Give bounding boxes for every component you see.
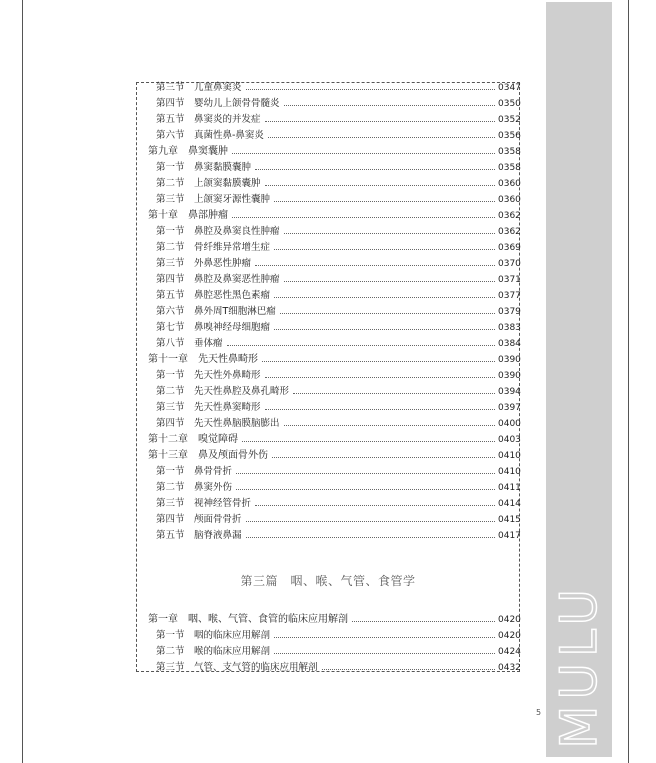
- toc-entry-title: 第三节 气管、支气管的临床应用解剖: [156, 662, 318, 673]
- toc-entry-title: 第四节 先天性鼻脑膜脑膨出: [156, 418, 280, 429]
- toc-entry-title: 第六节 鼻外周T细胞淋巴瘤: [156, 306, 276, 317]
- toc-entry-page: 0352: [498, 115, 521, 125]
- toc-entry-title: 第九章 鼻窦囊肿: [148, 146, 228, 157]
- toc-chapter-entry[interactable]: [148, 352, 520, 368]
- toc-entry-title: 第三节 儿童鼻窦炎: [156, 82, 242, 93]
- toc-dot-leader: [255, 504, 495, 506]
- side-decorative-band: [546, 2, 612, 757]
- toc-section-entry[interactable]: [148, 224, 520, 240]
- toc-entry-page: 0403: [498, 435, 521, 445]
- left-margin-rule: [22, 0, 23, 763]
- toc-dot-leader: [268, 136, 495, 138]
- side-band-lettering: MULU: [550, 583, 608, 749]
- toc-dot-leader: [272, 456, 495, 458]
- toc-dot-leader: [274, 328, 495, 330]
- toc-entry-page: 0356: [498, 131, 521, 141]
- toc-section-entry[interactable]: [148, 368, 520, 384]
- toc-entry-page: 0358: [498, 163, 521, 173]
- toc-list-part-3: [148, 612, 520, 676]
- toc-chapter-entry[interactable]: [148, 432, 520, 448]
- toc-dot-leader: [274, 652, 495, 654]
- toc-section-entry[interactable]: [148, 644, 520, 660]
- toc-dot-leader: [274, 296, 495, 298]
- toc-entry-title: 第二节 先天性鼻腔及鼻孔畸形: [156, 386, 290, 397]
- toc-section-entry[interactable]: [148, 288, 520, 304]
- toc-entry-page: 0397: [498, 403, 521, 413]
- toc-entry-page: 0362: [498, 227, 521, 237]
- toc-section-entry[interactable]: [148, 112, 520, 128]
- toc-section-entry[interactable]: [148, 160, 520, 176]
- toc-entry-title: 第三节 上颌窦牙源性囊肿: [156, 194, 271, 205]
- toc-section-entry[interactable]: [148, 96, 520, 112]
- toc-dot-leader: [236, 488, 495, 490]
- toc-dot-leader: [265, 120, 495, 122]
- toc-dot-leader: [246, 536, 495, 538]
- toc-entry-page: 0410: [498, 467, 521, 477]
- toc-entry-title: 第三节 外鼻恶性肿瘤: [156, 258, 252, 269]
- toc-section-entry[interactable]: [148, 80, 520, 96]
- page-number: 5: [536, 708, 542, 717]
- toc-dot-leader: [262, 360, 495, 362]
- toc-entry-page: 0420: [498, 615, 521, 625]
- toc-dot-leader: [246, 88, 495, 90]
- toc-dot-leader: [255, 168, 495, 170]
- toc-section-entry[interactable]: [148, 512, 520, 528]
- toc-dot-leader: [265, 184, 495, 186]
- toc-entry-title: 第二节 上颌窦黏膜囊肿: [156, 178, 261, 189]
- toc-entry-title: 第六节 真菌性鼻-鼻窦炎: [156, 130, 264, 141]
- toc-section-entry[interactable]: [148, 480, 520, 496]
- toc-entry-title: 第一节 鼻窦黏膜囊肿: [156, 162, 252, 173]
- toc-entry-page: 0360: [498, 179, 521, 189]
- toc-entry-page: 0347: [498, 83, 521, 93]
- toc-dot-leader: [265, 408, 495, 410]
- toc-entry-page: 0390: [498, 371, 521, 381]
- toc-section-entry[interactable]: [148, 528, 520, 544]
- toc-dot-leader: [232, 152, 495, 154]
- toc-dot-leader: [274, 200, 495, 202]
- toc-section-entry[interactable]: [148, 416, 520, 432]
- toc-section-entry[interactable]: [148, 176, 520, 192]
- toc-dot-leader: [322, 668, 495, 670]
- toc-entry-title: 第一章 咽、喉、气管、食管的临床应用解剖: [148, 614, 348, 625]
- toc-entry-title: 第四节 颅面骨骨折: [156, 514, 242, 525]
- toc-entry-title: 第八节 垂体瘤: [156, 338, 223, 349]
- toc-chapter-entry[interactable]: [148, 144, 520, 160]
- toc-dot-leader: [293, 392, 495, 394]
- toc-section-entry[interactable]: [148, 660, 520, 676]
- right-margin-rule: [628, 0, 629, 763]
- toc-section-entry[interactable]: [148, 240, 520, 256]
- toc-entry-page: 0362: [498, 211, 521, 221]
- toc-entry-page: 0414: [498, 499, 521, 509]
- toc-dot-leader: [255, 264, 495, 266]
- toc-section-entry[interactable]: [148, 384, 520, 400]
- toc-dot-leader: [236, 472, 495, 474]
- toc-section-entry[interactable]: [148, 336, 520, 352]
- toc-section-entry[interactable]: [148, 304, 520, 320]
- toc-entry-title: 第五节 鼻窦炎的并发症: [156, 114, 261, 125]
- toc-section-entry[interactable]: [148, 256, 520, 272]
- toc-entry-page: 0400: [498, 419, 521, 429]
- toc-entry-page: 0383: [498, 323, 521, 333]
- toc-dot-leader: [274, 636, 495, 638]
- toc-entry-page: 0410: [498, 451, 521, 461]
- toc-entry-title: 第四节 鼻腔及鼻窦恶性肿瘤: [156, 274, 280, 285]
- toc-section-entry[interactable]: [148, 128, 520, 144]
- toc-section-entry[interactable]: [148, 464, 520, 480]
- toc-entry-page: 0371: [498, 275, 521, 285]
- toc-entry-title: 第十二章 嗅觉障碍: [148, 434, 238, 445]
- toc-dot-leader: [274, 248, 495, 250]
- toc-entry-page: 0360: [498, 195, 521, 205]
- toc-entry-title: 第五节 鼻腔恶性黑色素瘤: [156, 290, 271, 301]
- toc-entry-title: 第七节 鼻嗅神经母细胞瘤: [156, 322, 271, 333]
- toc-entry-page: 0411: [498, 483, 521, 493]
- toc-section-entry[interactable]: [148, 496, 520, 512]
- toc-entry-title: 第三节 先天性鼻窦畸形: [156, 402, 261, 413]
- toc-entry-page: 0370: [498, 259, 521, 269]
- toc-entry-title: 第四节 婴幼儿上颌骨骨髓炎: [156, 98, 280, 109]
- toc-entry-page: 0424: [498, 647, 521, 657]
- toc-dot-leader: [246, 520, 495, 522]
- toc-section-entry[interactable]: [148, 272, 520, 288]
- toc-entry-page: 0358: [498, 147, 521, 157]
- toc-section-entry[interactable]: [148, 320, 520, 336]
- toc-dot-leader: [242, 440, 495, 442]
- toc-entry-title: 第一节 先天性外鼻畸形: [156, 370, 261, 381]
- toc-entry-title: 第一节 鼻腔及鼻窦良性肿瘤: [156, 226, 280, 237]
- toc-chapter-entry[interactable]: [148, 612, 520, 628]
- toc-entry-page: 0384: [498, 339, 521, 349]
- toc-entry-title: 第一节 咽的临床应用解剖: [156, 630, 271, 641]
- toc-entry-page: 0369: [498, 243, 521, 253]
- toc-entry-title: 第一节 鼻骨骨折: [156, 466, 233, 477]
- toc-entry-page: 0417: [498, 531, 521, 541]
- toc-entry-title: 第二节 骨纤维异常增生症: [156, 242, 271, 253]
- toc-dot-leader: [352, 620, 495, 622]
- toc-entry-page: 0379: [498, 307, 521, 317]
- toc-entry-title: 第十三章 鼻及颅面骨外伤: [148, 450, 268, 461]
- toc-section-entry[interactable]: [148, 192, 520, 208]
- toc-section-entry[interactable]: [148, 400, 520, 416]
- toc-dot-leader: [284, 424, 495, 426]
- toc-entry-page: 0432: [498, 663, 521, 673]
- toc-entry-page: 0390: [498, 355, 521, 365]
- toc-entry-page: 0394: [498, 387, 521, 397]
- toc-chapter-entry[interactable]: [148, 208, 520, 224]
- toc-entry-title: 第十一章 先天性鼻畸形: [148, 354, 258, 365]
- toc-entry-page: 0350: [498, 99, 521, 109]
- toc-dot-leader: [280, 312, 495, 314]
- toc-entry-title: 第二节 鼻窦外伤: [156, 482, 233, 493]
- toc-entry-title: 第十章 鼻部肿瘤: [148, 210, 228, 221]
- toc-entry-page: 0415: [498, 515, 521, 525]
- toc-entry-page: 0420: [498, 631, 521, 641]
- toc-dot-leader: [265, 376, 495, 378]
- toc-entry-title: 第二节 喉的临床应用解剖: [156, 646, 271, 657]
- toc-entry-title: 第五节 脑脊液鼻漏: [156, 530, 242, 541]
- toc-chapter-entry[interactable]: [148, 448, 520, 464]
- toc-dot-leader: [284, 280, 495, 282]
- toc-section-entry[interactable]: [148, 628, 520, 644]
- toc-dot-leader: [284, 232, 495, 234]
- toc-list-part-2-continued: [148, 80, 520, 544]
- toc-entry-page: 0377: [498, 291, 521, 301]
- part-title: 第三篇 咽、喉、气管、食管学: [240, 574, 416, 588]
- toc-dot-leader: [284, 104, 495, 106]
- toc-dot-leader: [232, 216, 495, 218]
- toc-dot-leader: [227, 344, 495, 346]
- toc-entry-title: 第三节 视神经管骨折: [156, 498, 252, 509]
